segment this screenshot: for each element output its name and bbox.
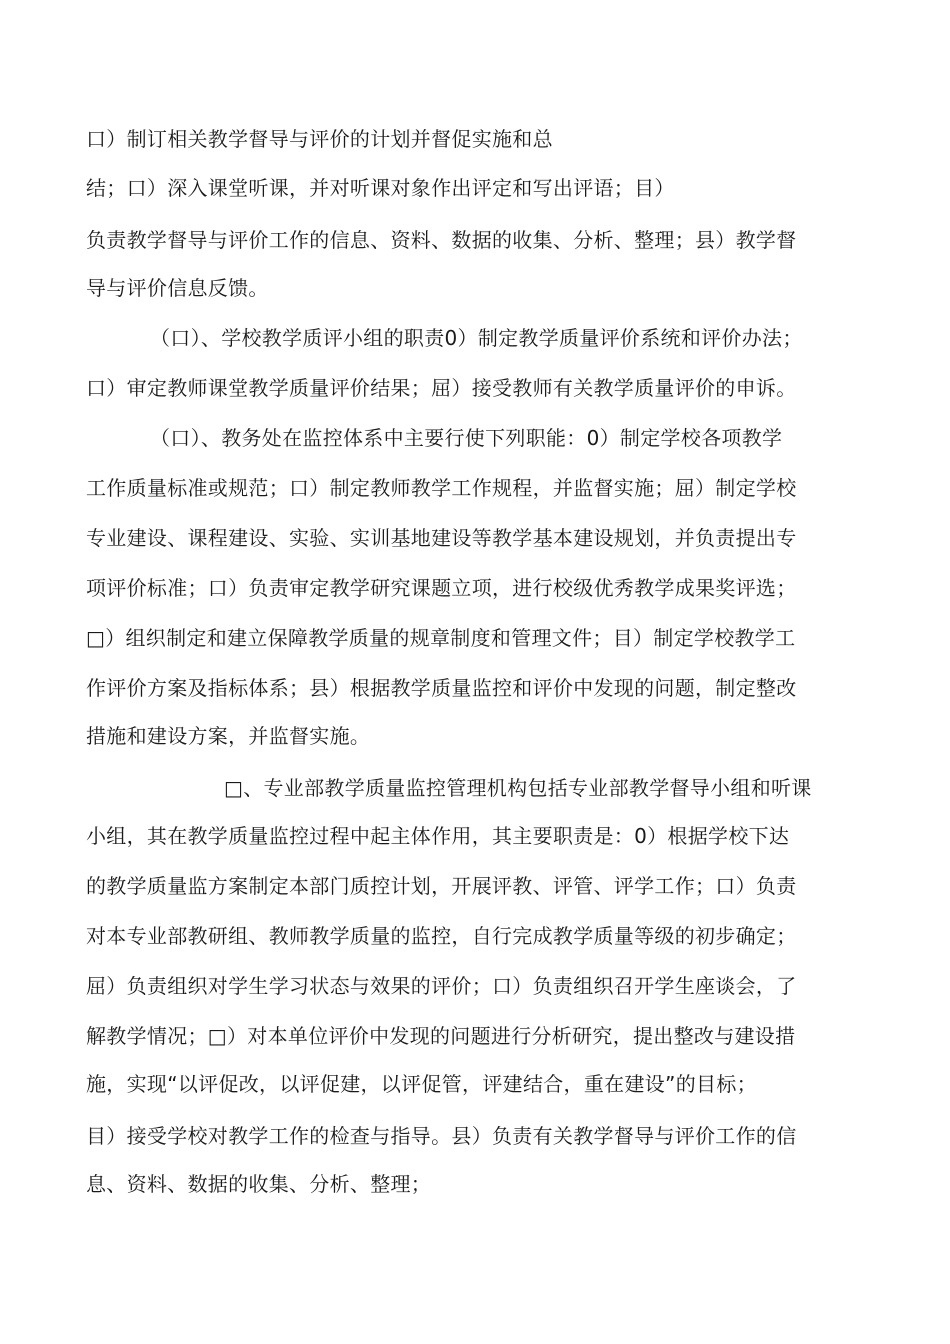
- text-line: （口）、学校教学质评小组的职责0）制定教学质量评价系统和评价办法；: [150, 326, 803, 350]
- text-line: 作评价方案及指标体系；县）根据教学质量监控和评价中发现的问题，制定整改: [86, 676, 797, 700]
- text-line: 专业建设、课程建设、实验、实训基地建设等教学基本建设规划，并负责提出专: [86, 526, 797, 550]
- text-line: 施，实现“以评促改，以评促建，以评促管，评建结合，重在建设”的目标；: [86, 1072, 757, 1096]
- text-line: 项评价标准；口）负责审定教学研究课题立项，进行校级优秀教学成果奖评选；: [86, 576, 797, 600]
- text-line: 息、资料、数据的收集、分析、整理；: [86, 1172, 432, 1196]
- text-line: 口）制订相关教学督导与评价的计划并督促实施和总: [86, 127, 553, 151]
- text-line: □、专业部教学质量监控管理机构包括专业部教学督导小组和听课: [224, 776, 812, 800]
- text-line: 屈）负责组织对学生学习状态与效果的评价；口）负责组织召开学生座谈会，了: [86, 974, 797, 998]
- text-line: 负责教学督导与评价工作的信息、资料、数据的收集、分析、整理；县）教学督: [86, 228, 797, 252]
- text-line: 措施和建设方案，并监督实施。: [86, 724, 371, 748]
- text-line: 的教学质量监方案制定本部门质控计划，开展评教、评管、评学工作；口）负责: [86, 874, 797, 898]
- text-line: 解教学情况；□）对本单位评价中发现的问题进行分析研究，提出整改与建设措: [86, 1024, 796, 1048]
- text-line: 对本专业部教研组、教师教学质量的监控，自行完成教学质量等级的初步确定；: [86, 924, 797, 948]
- text-line: 目）接受学校对教学工作的检查与指导。县）负责有关教学督导与评价工作的信: [86, 1124, 797, 1148]
- text-line: 小组，其在教学质量监控过程中起主体作用，其主要职责是：0）根据学校下达: [86, 824, 790, 848]
- text-line: □）组织制定和建立保障教学质量的规章制度和管理文件；目）制定学校教学工: [86, 626, 796, 650]
- text-line: 导与评价信息反馈。: [86, 276, 269, 300]
- text-line: （口）、教务处在监控体系中主要行使下列职能：0）制定学校各项教学: [150, 426, 783, 450]
- text-line: 结；口）深入课堂听课，并对听课对象作出评定和写出评语；目）: [86, 176, 675, 200]
- text-line: 口）审定教师课堂教学质量评价结果；屈）接受教师有关教学质量评价的申诉。: [86, 376, 797, 400]
- text-line: 工作质量标准或规范；口）制定教师教学工作规程，并监督实施；屈）制定学校: [86, 476, 797, 500]
